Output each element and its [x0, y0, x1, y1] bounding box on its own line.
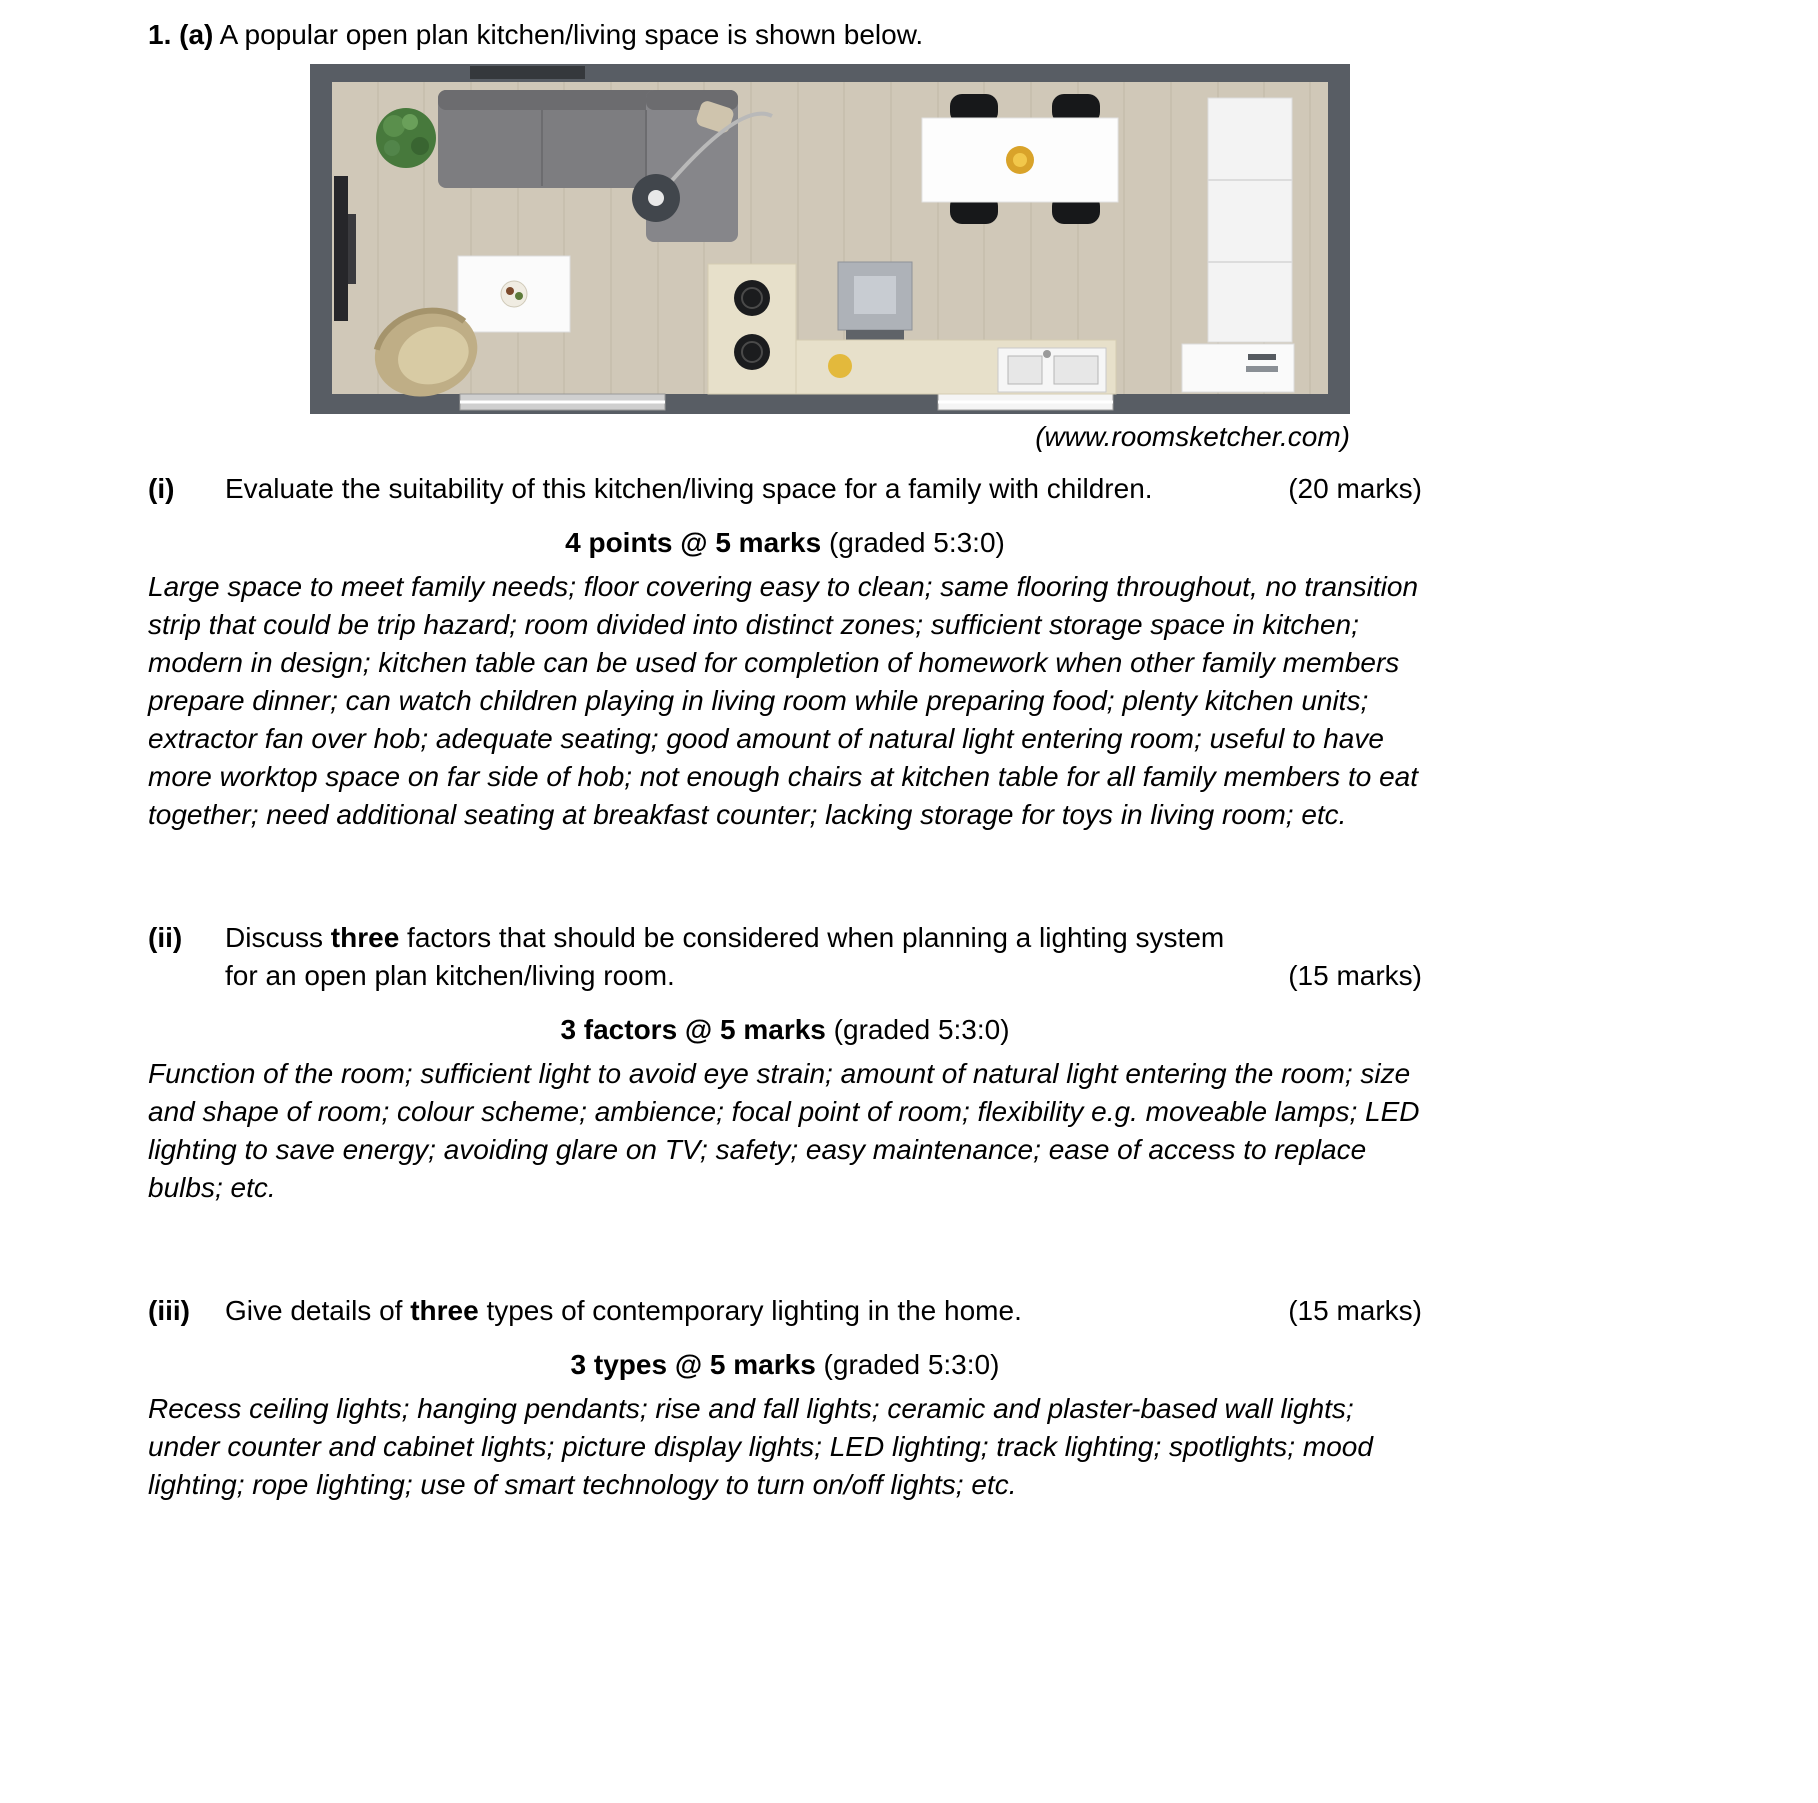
- scheme-grading: (graded 5:3:0): [825, 1014, 1010, 1045]
- question-iii-label: (iii): [148, 1295, 190, 1326]
- question-i-text: Evaluate the suitability of this kitchen/living space for a family with children.: [225, 473, 1153, 504]
- floor-plan-svg: [310, 64, 1350, 414]
- question-ii-marks: (15 marks): [1288, 960, 1422, 991]
- question-ii-scheme: [148, 1011, 1422, 1049]
- question-ii-text-line2: for an open plan kitchen/living room.: [225, 960, 675, 991]
- question-intro: [148, 16, 1422, 54]
- window-left: [460, 394, 665, 410]
- question-ii-answer: Function of the room; sufficient light to avoid eye strain; amount of natural light entering the room; size and shape of room; colour scheme; ambience; focal point of room; flexibility e.g. moveable lamps; LED lighting to save energy; avoiding glare on TV; safety; easy maintenance; ease of access to replace bulbs; etc.: [148, 1058, 1420, 1203]
- counter-bowl: [828, 354, 852, 378]
- scheme-points: 4 points @ 5 marks: [565, 527, 822, 558]
- coffee-table: [458, 256, 570, 332]
- question-iii-text: Give details of three types of contemporary lighting in the home.: [225, 1295, 1022, 1326]
- question-iii-marks: (15 marks): [1288, 1295, 1422, 1326]
- question-i-answer: Large space to meet family needs; floor covering easy to clean; same flooring throughout, no transition strip that could be trip hazard; room divided into distinct zones; sufficient storage space in kitchen; modern in design; kitchen table can be used for completion of homework when other family members prepare dinner; can watch children playing in living room while preparing food; plenty kitchen units; extractor fan over hob; adequate seating; good amount of natural light entering room; useful to have more worktop space on far side of hob; not enough chairs at kitchen table for all family members to eat together; need additional seating at breakfast counter; lacking storage for toys in living room; etc.: [148, 571, 1419, 830]
- dining-table: [922, 118, 1118, 202]
- floor-plan-image: [310, 64, 1350, 414]
- question-i: [148, 470, 1422, 508]
- corner-desk: [1182, 344, 1294, 392]
- emphasis-word: three: [330, 922, 400, 953]
- question-intro-text: A popular open plan kitchen/living space is shown below.: [213, 19, 924, 50]
- plant-icon: [376, 108, 436, 168]
- scheme-grading: (graded 5:3:0): [815, 1349, 1000, 1380]
- question-ii: [148, 919, 1422, 995]
- scheme-grading: (graded 5:3:0): [821, 527, 1005, 558]
- question-number: 1. (a): [148, 19, 214, 50]
- window-right: [938, 394, 1113, 410]
- question-ii-label: (ii): [148, 922, 183, 953]
- tall-cabinet: [1208, 98, 1292, 342]
- emphasis-word: three: [410, 1295, 479, 1326]
- image-attribution: (www.roomsketcher.com): [1035, 421, 1350, 452]
- scheme-points: 3 factors @ 5 marks: [560, 1014, 826, 1045]
- question-ii-text-line1: Discuss three factors that should be considered when planning a lighting system: [225, 922, 1225, 953]
- wall-shelf: [470, 66, 585, 79]
- question-i-scheme: [148, 524, 1422, 562]
- question-i-marks: (20 marks): [1288, 473, 1422, 504]
- scheme-points: 3 types @ 5 marks: [570, 1349, 816, 1380]
- hob-burner: [734, 334, 770, 370]
- sink: [998, 348, 1106, 392]
- question-iii-answer: Recess ceiling lights; hanging pendants; rise and fall lights; ceramic and plaster-based wall lights; under counter and cabinet lights; picture display lights; LED lighting; track lighting; spotlights; mood lighting; rope lighting; use of smart technology to turn on/off lights; etc.: [148, 1393, 1373, 1500]
- hob-burner: [734, 280, 770, 316]
- question-iii: [148, 1292, 1422, 1330]
- question-i-label: (i): [148, 473, 175, 504]
- question-iii-scheme: [148, 1346, 1422, 1384]
